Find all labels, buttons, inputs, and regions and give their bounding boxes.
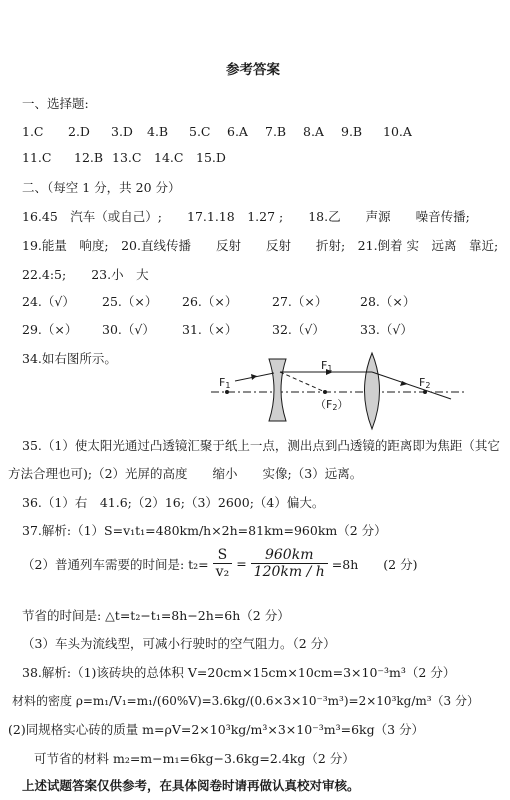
footer-note: 上述试题答案仅供参考，在具体阅卷时请再做认真校对审核。 [22,778,360,793]
lens-ray-diagram [205,345,475,435]
fill-answer-line: 16.45 汽车（或自己）; 17.1.18 1.27 ; 18.乙 声源 噪音传播; [22,209,470,224]
q35-line-1: 35.（1）使太阳光通过凸透镜汇聚于纸上一点，测出点到凸透镜的距离即为焦距（其它 [22,438,500,453]
q35-line-2: 方法合理也可);（2）光屏的高度 缩小 实像;（3）远离。 [8,466,363,481]
tf-answers-row-1 [22,292,415,310]
q37-line-2-prefix: （2）普通列车需要的时间是: t₂= [22,556,209,572]
tf-answer: 31.（×） [182,322,238,337]
q37-line-4: （3）车头为流线型，可减小行驶时的空气阻力。（2 分） [22,636,336,651]
fraction-numerator: S [213,547,233,564]
q37-line-2 [22,547,417,580]
mc-answer: 8.A [303,124,324,139]
tf-answers-row-2 [22,320,413,338]
tf-answer: 32.（√） [272,322,325,337]
fraction-denominator: v₂ [215,564,230,580]
q38-line-3: (2)同规格实心砖的质量 m=ρV=2×10³kg/m³×3×10⁻³m³=6kg（3 分） [8,722,425,737]
mc-answers-row-1 [22,124,412,139]
equals-sign: = [236,556,247,571]
tf-answer: 30.（√） [102,322,155,337]
fill-answer-line: 22.4:5; 23.小 大 [22,267,149,282]
tf-answer: 28.（×） [360,294,416,309]
concave-lens [269,359,286,421]
fraction-denominator: 120km / h [253,564,325,580]
mc-answer: 5.C [189,124,211,139]
fraction-s-over-v2 [213,547,233,580]
mc-answer: 14.C [154,150,184,165]
tf-answer: 33.（√） [360,322,413,337]
label-f1-left: F1 [219,376,231,390]
mc-answer: 9.B [341,124,363,139]
section-1-heading: 一、选择题: [22,96,89,111]
mc-answer: 1.C [22,124,44,139]
focal-point-f1-left [225,390,229,394]
fraction-numerator: 960km [251,547,328,564]
tf-answer: 24.（√） [22,294,75,309]
mc-answer: 3.D [111,124,133,139]
mc-answer: 7.B [265,124,287,139]
tf-answer: 29.（×） [22,322,78,337]
label-f2-right: F2 [419,376,431,390]
mc-answer: 12.B [74,150,104,165]
mc-answers-row-2 [22,150,226,165]
focal-point-f2 [423,390,427,394]
page-title: 参考答案 [226,62,280,78]
tf-answer: 26.（×） [182,294,238,309]
mc-answer: 15.D [196,150,226,165]
refracted-ray [372,372,451,399]
label-f2-virtual: （F2） [315,398,349,412]
convex-lens [365,353,380,429]
mc-answer: 6.A [227,124,248,139]
q34-text: 34.如右图所示。 [22,351,117,366]
q38-line-1: 38.解析:（1)该砖块的总体积 V=20cm×15cm×10cm=3×10⁻³m³（2 分） [22,665,456,680]
q36-text: 36.（1）右 41.6;（2）16;（3）2600;（4）偏大。 [22,495,325,510]
mc-answer: 13.C [112,150,142,165]
q37-line-2-suffix: =8h (2 分) [331,556,418,572]
q38-line-4: 可节省的材料 m₂=m−m₁=6kg−3.6kg=2.4kg（2 分） [34,751,355,766]
mc-answer: 2.D [68,124,90,139]
section-2-heading: 二、（每空 1 分，共 20 分） [22,180,181,195]
fill-answer-line: 19.能量 响度; 20.直线传播 反射 反射 折射; 21.倒着 实 远离 靠近; [22,238,499,253]
q38-line-2: 材料的密度 ρ=m₁/V₁=m₁/(60%V)=3.6kg/(0.6×3×10⁻³m³)=2×10³kg/m³（3 分） [12,694,480,708]
focal-point-f1-right [323,390,327,394]
q37-line-1: 37.解析:（1）S=v₁t₁=480km/h×2h=81km=960km（2 分） [22,523,387,538]
label-f1-right: F1 [321,359,333,373]
q37-line-3: 节省的时间是: △t=t₂−t₁=8h−2h=6h（2 分） [22,608,290,623]
fraction-960-over-120 [251,547,328,580]
tf-answer: 25.（×） [102,294,158,309]
mc-answer: 4.B [147,124,169,139]
mc-answer: 11.C [22,150,52,165]
mc-answer: 10.A [383,124,412,139]
virtual-ray-extension [280,372,325,392]
tf-answer: 27.（×） [272,294,328,309]
